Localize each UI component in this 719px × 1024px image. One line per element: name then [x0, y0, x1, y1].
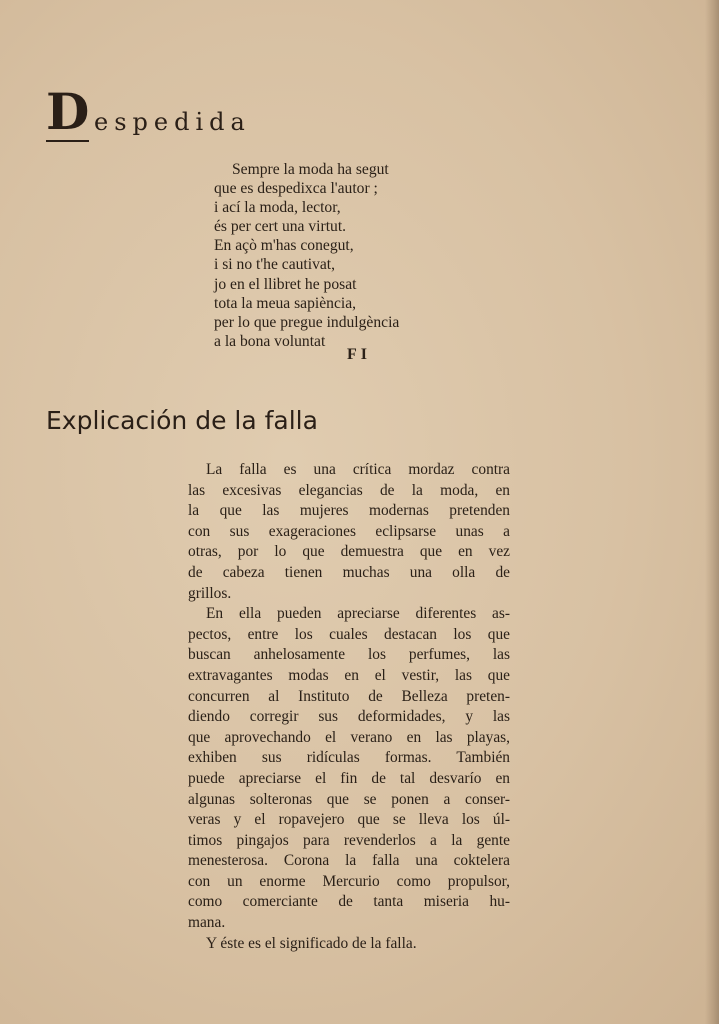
poem-line: jo en el llibret he posat — [214, 275, 357, 293]
prose-line: con un enorme Mercurio como propulsor, — [188, 872, 510, 890]
prose-line: de cabeza tienen muchas una olla de — [188, 563, 510, 581]
prose-line: la que las mujeres modernas pretenden — [188, 502, 510, 520]
prose-line: extravagantes modas en el vestir, las que — [188, 666, 510, 684]
poem-title — [46, 84, 366, 144]
prose-line: mana. — [188, 914, 226, 932]
prose-line: diendo corregir sus deformidades, y las — [188, 708, 510, 726]
poem-line: que es despedixca l'autor ; — [214, 180, 378, 198]
poem-block — [214, 160, 454, 351]
prose-line: La falla es una crítica mordaz contra — [206, 461, 510, 478]
prose-line: exhiben sus ridículas formas. También — [188, 749, 510, 767]
prose-line: buscan anhelosamente los perfumes, las — [188, 646, 510, 664]
prose-line: las excesivas elegancias de la moda, en — [188, 481, 510, 499]
prose-line: que aprovechando el verano en las playas, — [188, 728, 510, 746]
explanation-text — [188, 460, 510, 954]
prose-line: concurren al Instituto de Belleza preten- — [188, 687, 510, 705]
poem-line: és per cert una virtut. — [214, 218, 347, 236]
page-fold-shadow — [705, 0, 719, 1024]
prose-line: algunas solteronas que se ponen a conser- — [188, 790, 510, 808]
poem-end-mark: FI — [347, 346, 371, 363]
section-title: Explicación de la falla — [46, 406, 318, 435]
prose-line: veras y el ropavejero que se lleva los úl- — [188, 811, 510, 829]
prose-line: Y éste es el significado de la falla. — [206, 934, 417, 952]
poem-line: tota la meua sapiència, — [214, 294, 357, 312]
title-rest: espedida — [94, 108, 251, 136]
poem-line: per lo que pregue indulgència — [214, 313, 400, 331]
prose-line: menesterosa. Corona la falla una coktelera — [188, 852, 510, 870]
prose-line: grillos. — [188, 584, 232, 602]
prose-line: con sus exageraciones eclipsarse unas a — [188, 522, 510, 540]
prose-line: otras, por lo que demuestra que en vez — [188, 543, 510, 561]
poem-line: Sempre la moda ha segut — [232, 161, 389, 178]
prose-line: como comerciante de tanta miseria hu- — [188, 893, 510, 911]
poem-line: i si no t'he cautivat, — [214, 256, 336, 274]
prose-line: pectos, entre los cuales destacan los que — [188, 625, 510, 643]
title-dropcap: D — [46, 82, 90, 141]
poem-line: a la bona voluntat — [214, 332, 326, 350]
prose-line: En ella pueden apreciarse diferentes as- — [206, 605, 510, 623]
prose-line: timos pingajos para revenderlos a la gente — [188, 831, 510, 849]
poem-line: En açò m'has conegut, — [214, 237, 354, 255]
prose-line: puede apreciarse el fin de tal desvarío en — [188, 769, 510, 787]
poem-line: i ací la moda, lector, — [214, 199, 341, 217]
